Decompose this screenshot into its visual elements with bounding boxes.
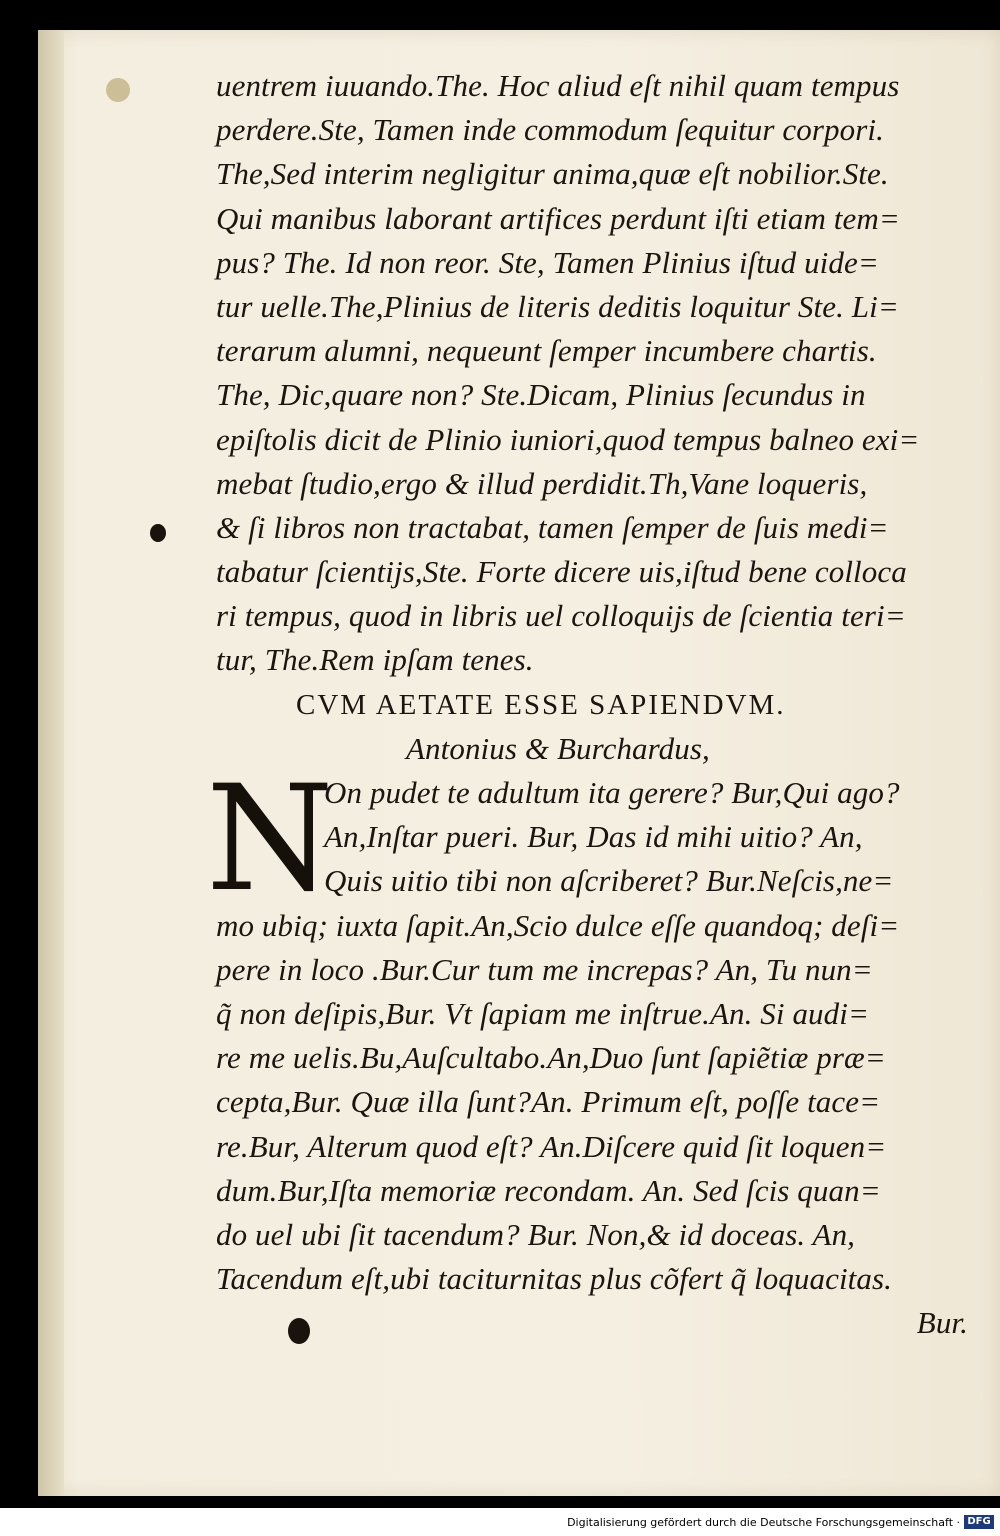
text-line: mo ubiq; iuxta ſapit.An,Scio dulce eſſe quandoq; deſi= — [216, 907, 900, 943]
footer-credit: Digitalisierung gefördert durch die Deutsche Forschungsgemeinschaft · — [567, 1516, 960, 1529]
text-line: tabatur ſcientijs,Ste. Forte dicere uis,iſtud bene colloca — [216, 554, 907, 590]
text-line: Quis uitio tibi non aſcriberet? Bur.Neſcis,ne= — [324, 863, 894, 899]
text-line: re me uelis.Bu,Auſcultabo.An,Duo ſunt ſapiẽtiæ præ= — [216, 1040, 886, 1076]
text-line: do uel ubi ſit tacendum? Bur. Non,& id doceas. An, — [216, 1216, 856, 1252]
paper-stain — [106, 78, 130, 102]
page-gutter — [38, 30, 64, 1496]
text-line: On pudet te adultum ita gerere? Bur,Qui ago? — [324, 775, 900, 810]
drop-cap-initial: N — [206, 754, 334, 924]
text-line: ri tempus, quod in libris uel colloquijs de ſcientia teri= — [216, 598, 906, 634]
text-line: tur uelle.The,Plinius de literis deditis loquitur Ste. Li= — [216, 288, 899, 324]
catchword: Bur. — [916, 1305, 968, 1341]
text-line: An,Inſtar pueri. Bur, Das id mihi uitio? An, — [324, 819, 863, 855]
initial-paragraph — [206, 754, 974, 924]
dfg-logo-icon: DFG — [964, 1515, 994, 1529]
page-text — [206, 64, 974, 1345]
text-line: terarum alumni, nequeunt ſemper incumbere chartis. — [216, 333, 877, 369]
text-line: Tacendum eſt,ubi taciturnitas plus cõfert q̃ loquacitas. — [216, 1261, 892, 1297]
text-line: uentrem iuuando.The. Hoc aliud eſt nihil quam tempus — [216, 68, 900, 103]
speakers-line: Antonius & Burchardus, — [406, 730, 710, 766]
text-line: dum.Bur,Iſta memoriæ recondam. An. Sed ſcis quan= — [216, 1172, 881, 1208]
text-line: perdere.Ste, Tamen inde commodum ſequitur corpori. — [216, 112, 884, 148]
section-heading: CVM AETATE ESSE SAPIENDVM. — [296, 688, 786, 721]
ink-blot — [150, 524, 166, 542]
text-line: pere in loco .Bur.Cur tum me increpas? An, Tu nun= — [216, 951, 873, 987]
text-line: Qui manibus laborant artifices perdunt iſti etiam tem= — [216, 200, 900, 236]
text-line: epiſtolis dicit de Plinio iuniori,quod tempus balneo exi= — [216, 421, 920, 457]
text-line: The,Sed interim negligitur anima,quæ eſt nobilior.Ste. — [216, 156, 889, 192]
text-line: pus? The. Id non reor. Ste, Tamen Plinius iſtud uide= — [216, 244, 879, 280]
text-line: mebat ſtudio,ergo & illud perdidit.Th,Vane loqueris, — [216, 465, 868, 501]
text-line: re.Bur, Alterum quod eſt? An.Diſcere quid ſit loquen= — [216, 1128, 887, 1164]
text-line: The, Dic,quare non? Ste.Dicam, Plinius ſecundus in — [216, 377, 866, 413]
text-line: & ſi libros non tractabat, tamen ſemper de ſuis medi= — [216, 509, 889, 545]
text-line: q̃ non deſipis,Bur. Vt ſapiam me inſtrue.An. Si audi= — [216, 995, 869, 1031]
text-line: cepta,Bur. Quæ illa ſunt?An. Primum eſt, poſſe tace= — [216, 1084, 881, 1120]
text-line: tur, The.Rem ipſam tenes. — [216, 642, 534, 678]
